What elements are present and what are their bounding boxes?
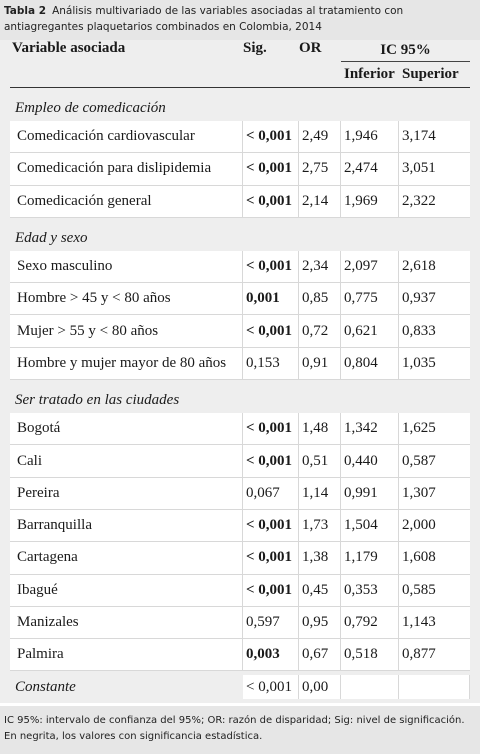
cell-inferior: 0,804	[341, 348, 399, 380]
cell-inferior: 1,342	[341, 413, 399, 445]
section-title: Empleo de comedicación	[15, 100, 166, 116]
cell-sig: < 0,001	[243, 315, 299, 347]
cell-superior: 3,051	[399, 153, 470, 185]
cell-sig: 0,001	[243, 283, 299, 315]
cell-superior: 1,143	[399, 607, 470, 639]
cell-variable: Manizales	[10, 607, 243, 639]
cell-superior: 0,833	[399, 315, 470, 347]
cell-or: 2,49	[299, 121, 341, 153]
results-table	[10, 40, 470, 699]
table-label: Tabla 2	[4, 5, 47, 17]
cell-variable: Palmira	[10, 639, 243, 671]
cell-variable: Cartagena	[10, 542, 243, 574]
cell-variable: Pereira	[10, 478, 243, 510]
cell-variable: Hombre > 45 y < 80 años	[10, 283, 243, 315]
cell-inferior: 1,179	[341, 542, 399, 574]
cell-variable: Barranquilla	[10, 510, 243, 542]
cell-superior: 1,625	[399, 413, 470, 445]
table-row	[10, 510, 470, 542]
cell-or: 0,85	[299, 283, 341, 315]
cell-inferior: 1,969	[341, 186, 399, 218]
cell-variable: Comedicación general	[10, 186, 243, 218]
cell-inferior: 0,991	[341, 478, 399, 510]
cell-superior: 0,937	[399, 283, 470, 315]
cell-inferior: 2,474	[341, 153, 399, 185]
cell-sig: 0,597	[243, 607, 299, 639]
cell-or: 0,91	[299, 348, 341, 380]
section-gap	[10, 88, 470, 96]
section-title: Ser tratado en las ciudades	[15, 392, 180, 409]
table-caption	[0, 0, 480, 40]
cell-inferior: 0,353	[341, 575, 399, 607]
header-sig: Sig.	[243, 40, 299, 88]
table-row	[10, 639, 470, 671]
cell-superior: 0,587	[399, 445, 470, 477]
section-heading	[10, 96, 470, 121]
table-row	[10, 283, 470, 315]
cell-sig: 0,067	[243, 478, 299, 510]
cell-constant-superior	[399, 675, 470, 699]
cell-inferior: 1,504	[341, 510, 399, 542]
cell-inferior: 0,440	[341, 445, 399, 477]
table-row	[10, 186, 470, 218]
cell-variable: Mujer > 55 y < 80 años	[10, 315, 243, 347]
cell-inferior: 2,097	[341, 251, 399, 283]
section-gap	[10, 218, 470, 226]
table-row	[10, 153, 470, 185]
cell-variable: Ibagué	[10, 575, 243, 607]
cell-or: 0,67	[299, 639, 341, 671]
cell-sig: < 0,001	[243, 186, 299, 218]
cell-sig: 0,153	[243, 348, 299, 380]
table-row	[10, 413, 470, 445]
cell-or: 1,73	[299, 510, 341, 542]
cell-superior: 2,618	[399, 251, 470, 283]
cell-or: 2,75	[299, 153, 341, 185]
cell-superior: 0,877	[399, 639, 470, 671]
table-row	[10, 607, 470, 639]
cell-constant-sig: < 0,001	[243, 675, 299, 699]
cell-or: 0,95	[299, 607, 341, 639]
table-row	[10, 445, 470, 477]
cell-sig: < 0,001	[243, 575, 299, 607]
cell-variable: Comedicación para dislipidemia	[10, 153, 243, 185]
cell-superior: 3,174	[399, 121, 470, 153]
cell-variable: Hombre y mujer mayor de 80 años	[10, 348, 243, 380]
header-inferior: Inferior	[341, 62, 399, 88]
table-row	[10, 478, 470, 510]
cell-variable: Bogotá	[10, 413, 243, 445]
table-row	[10, 542, 470, 574]
table-row	[10, 251, 470, 283]
cell-sig: < 0,001	[243, 542, 299, 574]
cell-constant-or: 0,00	[299, 675, 341, 699]
cell-variable: Cali	[10, 445, 243, 477]
cell-inferior: 0,775	[341, 283, 399, 315]
cell-superior: 0,585	[399, 575, 470, 607]
header-variable: Variable asociada	[10, 40, 243, 88]
cell-sig: < 0,001	[243, 121, 299, 153]
cell-inferior: 0,792	[341, 607, 399, 639]
table-body	[10, 88, 470, 699]
cell-constant-label: Constante	[15, 678, 76, 695]
header-ic: IC 95%	[341, 40, 470, 62]
cell-sig: < 0,001	[243, 445, 299, 477]
table-row	[10, 121, 470, 153]
table-row	[10, 315, 470, 347]
cell-sig: < 0,001	[243, 251, 299, 283]
cell-sig: < 0,001	[243, 153, 299, 185]
cell-superior: 1,307	[399, 478, 470, 510]
cell-superior: 1,608	[399, 542, 470, 574]
cell-or: 0,45	[299, 575, 341, 607]
cell-superior: 2,322	[399, 186, 470, 218]
cell-or: 1,38	[299, 542, 341, 574]
cell-or: 0,72	[299, 315, 341, 347]
header-superior: Superior	[399, 62, 470, 88]
cell-sig: < 0,001	[243, 510, 299, 542]
table-container	[0, 40, 480, 703]
cell-variable: Comedicación cardiovascular	[10, 121, 243, 153]
section-heading	[10, 388, 470, 413]
table-caption-text: Análisis multivariado de las variables asociadas al tratamiento con antiagregantes plaquetarios combinados en Colombia, 2014	[4, 5, 404, 33]
table-row	[10, 348, 470, 380]
cell-variable: Sexo masculino	[10, 251, 243, 283]
cell-superior: 1,035	[399, 348, 470, 380]
cell-or: 2,34	[299, 251, 341, 283]
cell-or: 2,14	[299, 186, 341, 218]
cell-inferior: 0,621	[341, 315, 399, 347]
cell-superior: 2,000	[399, 510, 470, 542]
cell-or: 1,48	[299, 413, 341, 445]
cell-or: 1,14	[299, 478, 341, 510]
section-heading	[10, 226, 470, 251]
cell-sig: 0,003	[243, 639, 299, 671]
cell-sig: < 0,001	[243, 413, 299, 445]
section-gap	[10, 380, 470, 388]
cell-inferior: 0,518	[341, 639, 399, 671]
header-or: OR	[299, 40, 341, 88]
constant-row	[10, 675, 470, 699]
cell-or: 0,51	[299, 445, 341, 477]
cell-inferior: 1,946	[341, 121, 399, 153]
table-footnote: IC 95%: intervalo de confianza del 95%; OR: razón de disparidad; Sig: nivel de significación. En negrita, los valores con significancia estadística.	[0, 706, 480, 754]
section-title: Edad y sexo	[15, 229, 88, 246]
table-row	[10, 575, 470, 607]
cell-constant-inferior	[341, 675, 399, 699]
